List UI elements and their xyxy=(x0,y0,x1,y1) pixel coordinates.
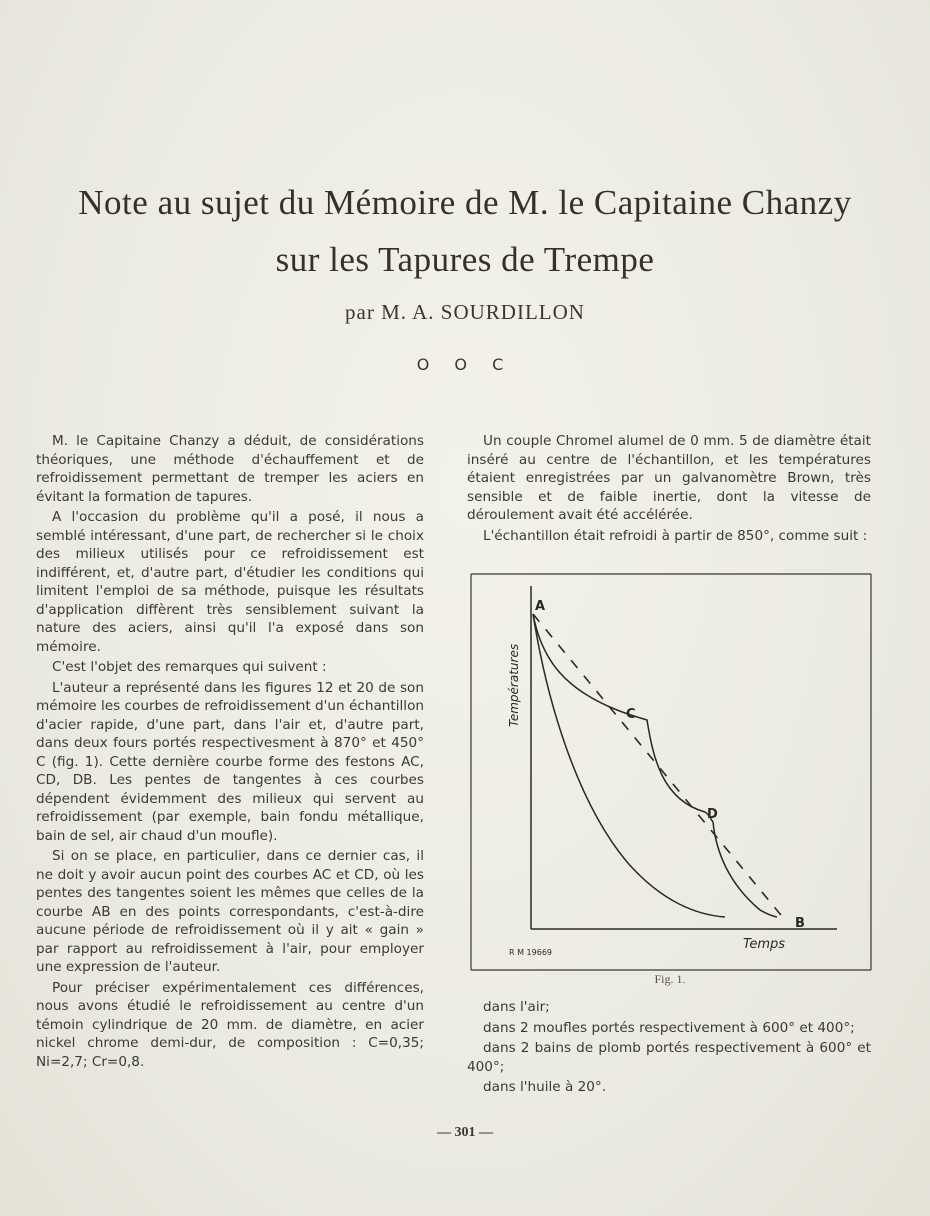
figure-caption: Fig. 1. xyxy=(654,972,686,986)
right-column-top xyxy=(467,432,871,547)
paragraph: L'échantillon était refroidi à partir de 850°, comme suit : xyxy=(483,527,868,544)
title-line-2: sur les Tapures de Trempe xyxy=(275,240,655,279)
figure-reference: R M 19669 xyxy=(509,948,552,957)
left-column xyxy=(36,432,424,1073)
paragraph: L'auteur a représenté dans les figures 12 et 20 de son mémoire les courbes de refroidissement d'un échantillon d'acier rapide, d'une part, dans l'air et, d'autre part, dans deux fours portés respectivesment à 870° et 450° C (fig. 1). Cette dernière courbe forme des festons AC, CD, DB. Les pentes de tangentes à ces courbes dépendent évidemment des milieux qui servent au refroidissement (par exemple, bain fondu métallique, bain de sel, air chaud d'un moufle). xyxy=(36,679,424,844)
furnace-cooling-curve xyxy=(533,614,777,917)
x-axis-label: Temps xyxy=(743,937,786,952)
author: par M. A. SOURDILLON xyxy=(345,300,585,324)
paragraph: C'est l'objet des remarques qui suivent : xyxy=(52,659,327,675)
point-label-c: C xyxy=(626,707,636,722)
cooling-curves-diagram xyxy=(467,572,873,972)
right-column-bottom xyxy=(467,998,871,1099)
paragraph: M. le Capitaine Chanzy a déduit, de considérations théoriques, une méthode d'échauffement et de refroidissement permettant de tremper les aciers en évitant la formation de tapures. xyxy=(36,433,424,505)
list-line: dans 2 bains de plomb portés respectivement à 600° et 400°; xyxy=(467,1040,871,1075)
paragraph: Pour préciser expérimentalement ces différences, nous avons étudié le refroidissement au centre d'un témoin cylindrique de 20 mm. de diamètre, en acier nickel chrome demi-dur, de composition : C=0,35; Ni=2,7; Cr=0,8. xyxy=(36,979,424,1070)
air-cooling-curve xyxy=(533,614,725,917)
list-line: dans l'huile à 20°. xyxy=(483,1079,607,1095)
page-number: — 301 — xyxy=(437,1125,493,1140)
point-label-b: B xyxy=(795,916,805,931)
list-line: dans l'air; xyxy=(483,999,550,1015)
list-line: dans 2 moufles portés respectivement à 600° et 400°; xyxy=(483,1019,855,1036)
y-axis-label: Températures xyxy=(507,643,521,727)
figure-1 xyxy=(467,572,873,986)
point-label-d: D xyxy=(707,807,718,822)
ornament: O O C xyxy=(416,355,514,374)
title-line-1: Note au sujet du Mémoire de M. le Capitaine Chanzy xyxy=(78,183,852,222)
paragraph: A l'occasion du problème qu'il a posé, il nous a semblé intéressant, d'une part, de rechercher si le choix des milieux utilisés pour ce refroidissement est indifférent, et, d'autre part, d'étudier les conditions qui limitent l'emploi de sa méthode, puisque les résultats d'application diffèrent très sensiblement suivant la nature des aciers, ainsi qu'il l'a exposé dans son mémoire. xyxy=(36,509,424,655)
paragraph: Si on se place, en particulier, dans ce dernier cas, il ne doit y avoir aucun point des courbes AC et CD, où les pentes des tangentes soient les mêmes que celles de la courbe AB en des points correspondants, c'est-à-dire aucune période de refroidissement où il y ait « gain » par rapport au refroidissement à l'air, pour employer une expression de l'auteur. xyxy=(36,848,424,975)
point-label-a: A xyxy=(535,599,546,614)
paragraph: Un couple Chromel alumel de 0 mm. 5 de diamètre était inséré au centre de l'échantillon, et les températures étaient enregistrées par un galvanomètre Brown, très sensible et de faible inertie, dont la vitesse de déroulement avait été accélérée. xyxy=(467,433,871,523)
